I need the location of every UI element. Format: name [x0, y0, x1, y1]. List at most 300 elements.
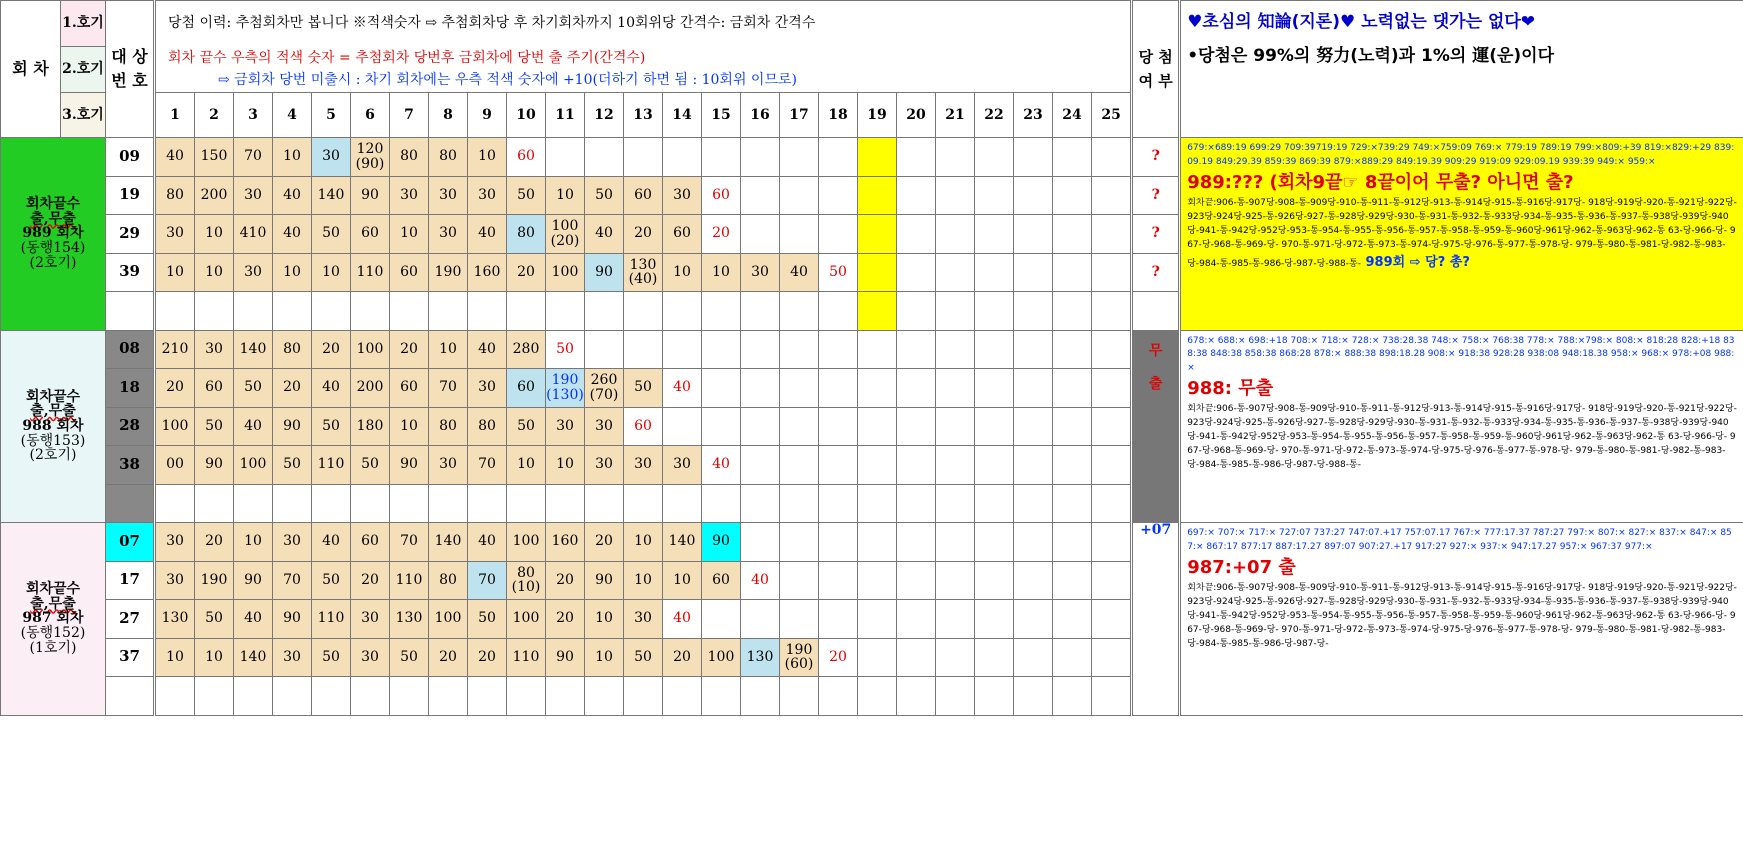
group-label-line: (1호기)	[29, 639, 77, 656]
data-cell: 190	[429, 253, 468, 292]
data-cell	[819, 215, 858, 254]
data-cell: 90	[585, 253, 624, 292]
data-cell	[1053, 484, 1092, 523]
result-header: 당 첨 여 부	[1133, 1, 1179, 138]
data-cell: 20	[273, 369, 312, 408]
data-cell	[156, 677, 195, 716]
data-cell	[1014, 446, 1053, 485]
group-label	[1, 138, 106, 331]
data-cell	[1053, 446, 1092, 485]
data-cell	[858, 253, 897, 292]
data-cell	[858, 677, 897, 716]
data-cell: 30	[546, 407, 585, 446]
round-verdict: 987:+07 출	[1187, 556, 1296, 578]
data-cell: 10	[546, 176, 585, 215]
data-cell	[351, 484, 390, 523]
data-cell	[819, 138, 858, 177]
data-cell: 90	[702, 523, 741, 562]
data-cell	[702, 369, 741, 408]
data-cell: 40	[468, 523, 507, 562]
data-cell	[1092, 446, 1131, 485]
data-cell	[741, 330, 780, 369]
data-cell	[507, 677, 546, 716]
data-cell: 30	[741, 253, 780, 292]
data-cell: 60	[624, 176, 663, 215]
data-cell: 10	[234, 523, 273, 562]
data-cell: 30	[273, 638, 312, 677]
data-cell	[936, 138, 975, 177]
data-cell: 10	[273, 253, 312, 292]
data-cell	[819, 446, 858, 485]
data-cell: 40	[468, 215, 507, 254]
data-cell: 30	[195, 330, 234, 369]
spacer	[1179, 600, 1181, 639]
column-header: 15	[702, 93, 741, 138]
data-cell	[663, 407, 702, 446]
data-cell	[1092, 292, 1131, 331]
column-header: 21	[936, 93, 975, 138]
data-cell: 280	[507, 330, 546, 369]
target-key: 18	[106, 369, 154, 408]
data-cell	[1092, 407, 1131, 446]
data-cell	[936, 446, 975, 485]
data-cell	[780, 561, 819, 600]
data-cell	[1092, 369, 1131, 408]
data-cell: 80	[273, 330, 312, 369]
data-cell: 40	[234, 600, 273, 639]
data-cell	[1014, 138, 1053, 177]
data-cell	[858, 523, 897, 562]
group-label-line: 989 회차	[22, 225, 84, 242]
spacer	[1179, 407, 1181, 446]
data-cell: 10	[585, 638, 624, 677]
column-header: 3	[234, 93, 273, 138]
data-cell	[585, 677, 624, 716]
tier1-label: 1.호기	[61, 1, 106, 47]
group-label-line: 회차끝수	[25, 196, 81, 213]
column-header: 25	[1092, 93, 1131, 138]
data-cell: 150	[195, 138, 234, 177]
data-cell: 10	[312, 253, 351, 292]
data-cell: 10	[507, 446, 546, 485]
data-cell	[936, 600, 975, 639]
data-cell	[585, 292, 624, 331]
spacer	[1131, 369, 1133, 408]
data-cell: 50	[312, 407, 351, 446]
column-header: 14	[663, 93, 702, 138]
data-cell	[390, 677, 429, 716]
data-cell	[468, 677, 507, 716]
data-cell	[819, 677, 858, 716]
data-cell: 10	[546, 446, 585, 485]
data-cell: 90	[273, 407, 312, 446]
group-label-line: (동행152)	[20, 625, 86, 642]
header-note-3-line: ⇨ 금회차 당번 미출시 : 차기 회차에는 우측 적색 숫자에 +10(더하기 하면 됨 : 10회위 이므로)	[218, 72, 797, 89]
data-cell: 90	[351, 176, 390, 215]
data-cell	[195, 677, 234, 716]
group-label-line: 회차끝수	[25, 388, 81, 405]
data-cell: 10	[195, 253, 234, 292]
data-cell: 80	[156, 176, 195, 215]
data-cell: 100	[429, 600, 468, 639]
data-cell: 60	[702, 561, 741, 600]
data-cell	[1092, 215, 1131, 254]
data-cell	[1092, 484, 1131, 523]
data-cell	[780, 138, 819, 177]
data-cell	[975, 330, 1014, 369]
data-cell: 200	[195, 176, 234, 215]
data-cell	[195, 292, 234, 331]
data-cell: 70	[234, 138, 273, 177]
spacer	[1179, 638, 1181, 677]
data-cell	[780, 330, 819, 369]
data-cell	[975, 446, 1014, 485]
data-cell: 30	[663, 446, 702, 485]
data-cell: 20	[351, 561, 390, 600]
history-notes	[1181, 330, 1743, 523]
data-cell: 130	[741, 638, 780, 677]
data-cell	[819, 600, 858, 639]
data-cell: 50	[585, 176, 624, 215]
column-header: 19	[858, 93, 897, 138]
data-cell	[741, 677, 780, 716]
data-cell: 30	[273, 523, 312, 562]
data-cell	[702, 407, 741, 446]
data-cell	[819, 369, 858, 408]
column-header: 2	[195, 93, 234, 138]
spacer	[1179, 292, 1181, 331]
motto-line-1: ♥초심의 知論(지론)♥ 노력없는 댓가는 없다❤	[1187, 12, 1536, 32]
target-key: 27	[106, 600, 154, 639]
data-cell: 50	[468, 600, 507, 639]
target-key: 09	[106, 138, 154, 177]
data-cell: 70	[468, 446, 507, 485]
data-cell: 50	[312, 561, 351, 600]
data-cell: 40	[780, 253, 819, 292]
data-cell	[975, 600, 1014, 639]
data-cell: 60	[624, 407, 663, 446]
data-cell: 20	[663, 638, 702, 677]
data-cell: 80	[429, 407, 468, 446]
data-cell: 60	[351, 523, 390, 562]
data-cell: 10	[273, 138, 312, 177]
column-header: 5	[312, 93, 351, 138]
data-cell: 50	[351, 446, 390, 485]
data-cell	[273, 484, 312, 523]
data-cell: 110	[312, 446, 351, 485]
data-cell	[702, 677, 741, 716]
data-cell	[936, 638, 975, 677]
header-note-2	[156, 47, 1131, 93]
column-header: 9	[468, 93, 507, 138]
tier2-label: 2.호기	[61, 47, 106, 93]
column-header: 7	[390, 93, 429, 138]
data-cell: 50	[546, 330, 585, 369]
data-cell: 100	[507, 600, 546, 639]
data-cell: 140	[312, 176, 351, 215]
data-cell: 20	[312, 330, 351, 369]
data-cell	[1014, 330, 1053, 369]
data-cell: 30	[429, 215, 468, 254]
data-cell: 60	[351, 215, 390, 254]
data-cell	[468, 292, 507, 331]
data-cell	[897, 253, 936, 292]
data-cell: 80 (10)	[507, 561, 546, 600]
data-cell: 40	[741, 561, 780, 600]
data-cell	[819, 561, 858, 600]
spacer	[1131, 561, 1133, 600]
spacer	[1179, 369, 1181, 408]
data-cell	[975, 253, 1014, 292]
data-cell	[234, 484, 273, 523]
data-cell: 90	[273, 600, 312, 639]
data-cell: 50	[312, 215, 351, 254]
data-cell	[1092, 253, 1131, 292]
data-cell: 10	[390, 407, 429, 446]
tier3-label: 3.호기	[61, 93, 106, 138]
data-cell	[936, 369, 975, 408]
target-key: 07	[106, 523, 154, 562]
target-key	[106, 292, 154, 331]
data-cell	[1092, 138, 1131, 177]
spacer	[1179, 215, 1181, 254]
data-cell	[780, 484, 819, 523]
data-cell: 140	[429, 523, 468, 562]
target-key	[106, 677, 154, 716]
header-note-1: 당첨 이력: 추첨회차만 봅니다 ※적색숫자 ⇨ 추첨회차당 후 차기회차까지 10회위당 간격수: 금회차 간격수	[156, 1, 1131, 47]
data-cell	[429, 484, 468, 523]
data-cell	[936, 253, 975, 292]
data-cell: 80	[429, 561, 468, 600]
data-cell: 90	[195, 446, 234, 485]
data-cell	[390, 484, 429, 523]
data-cell	[1053, 677, 1092, 716]
column-header: 12	[585, 93, 624, 138]
column-header: 1	[156, 93, 195, 138]
data-cell	[819, 484, 858, 523]
data-cell	[1092, 330, 1131, 369]
data-cell: 80	[390, 138, 429, 177]
column-header: 16	[741, 93, 780, 138]
data-cell: 50	[624, 638, 663, 677]
data-cell: 30	[156, 561, 195, 600]
history-summary: 679:×689:19 699:29 709:39719:19 729:×739:29 749:×759:09 769:× 779:19 789:19 799:×809:+39 819:×829:+29 839:09.19 849:29.39 859:39 869:39 879:×889:29 849:19.39 909:29 919:09 929:09.19 939:39 949:× 959:×	[1187, 143, 1735, 167]
data-cell: 70	[429, 369, 468, 408]
group-label	[1, 523, 106, 716]
data-cell	[351, 677, 390, 716]
group-label-line: (동행154)	[20, 240, 86, 257]
data-cell	[1053, 253, 1092, 292]
data-cell: 30	[585, 446, 624, 485]
data-cell	[741, 138, 780, 177]
data-cell	[1014, 253, 1053, 292]
target-key: 17	[106, 561, 154, 600]
data-cell	[897, 561, 936, 600]
data-cell: 20	[429, 638, 468, 677]
data-cell	[780, 407, 819, 446]
data-cell: 30	[156, 215, 195, 254]
data-cell	[936, 677, 975, 716]
data-cell	[975, 484, 1014, 523]
data-cell	[897, 215, 936, 254]
column-header: 11	[546, 93, 585, 138]
data-cell: 20	[156, 369, 195, 408]
data-cell: 20	[546, 600, 585, 639]
history-summary: 678:× 688:× 698:+18 708:× 718:× 728:× 738:28.38 748:× 758:× 768:38 778:× 788:×798:× 808:× 818:28 828:+18 838:38 848:38 858:38 868:28 878:× 888:38 898:18.28 908:× 918:38 928:28 938:08 948:18.38 958:× 968:× 978:+08 988:×	[1187, 335, 1735, 374]
data-cell	[975, 138, 1014, 177]
data-cell: 90	[234, 561, 273, 600]
data-cell: 10	[663, 253, 702, 292]
data-cell	[741, 600, 780, 639]
data-cell	[897, 369, 936, 408]
data-cell	[429, 677, 468, 716]
group-label-line: (2호기)	[29, 254, 77, 271]
data-cell	[897, 638, 936, 677]
data-cell	[663, 677, 702, 716]
data-cell	[624, 292, 663, 331]
column-header: 23	[1014, 93, 1053, 138]
data-cell: 30	[351, 638, 390, 677]
data-cell: 30	[429, 176, 468, 215]
column-header: 6	[351, 93, 390, 138]
data-cell	[741, 523, 780, 562]
data-cell: 20	[195, 523, 234, 562]
data-cell	[156, 292, 195, 331]
data-cell: 260 (70)	[585, 369, 624, 408]
data-cell	[936, 407, 975, 446]
data-cell	[741, 407, 780, 446]
data-cell	[780, 292, 819, 331]
data-cell	[741, 446, 780, 485]
data-cell	[312, 484, 351, 523]
data-cell	[975, 561, 1014, 600]
data-cell	[234, 677, 273, 716]
group-label-line: 출,무출	[30, 210, 76, 227]
data-cell: 30	[468, 176, 507, 215]
round-verdict: 989:??? (회차9끝☞ 8끝이어 무출? 아니면 출?	[1187, 171, 1574, 193]
data-cell	[936, 523, 975, 562]
data-cell	[819, 330, 858, 369]
data-cell	[819, 523, 858, 562]
data-cell: 160	[546, 523, 585, 562]
data-cell	[780, 600, 819, 639]
data-cell: 140	[234, 330, 273, 369]
data-cell	[858, 330, 897, 369]
data-cell	[663, 138, 702, 177]
data-cell: 210	[156, 330, 195, 369]
data-cell: 20	[819, 638, 858, 677]
column-header: 22	[975, 93, 1014, 138]
data-cell	[1053, 407, 1092, 446]
data-cell: 200	[351, 369, 390, 408]
data-cell	[780, 446, 819, 485]
data-cell: 160	[468, 253, 507, 292]
motto-box	[1181, 1, 1743, 138]
data-cell	[897, 407, 936, 446]
data-cell: 60	[663, 215, 702, 254]
data-cell: 40	[663, 369, 702, 408]
data-cell: 30	[234, 253, 273, 292]
data-cell: 40	[468, 330, 507, 369]
data-cell	[273, 677, 312, 716]
result-status: ?	[1133, 138, 1179, 177]
data-cell: 110	[507, 638, 546, 677]
data-cell	[975, 215, 1014, 254]
data-cell	[156, 484, 195, 523]
data-cell: 60	[507, 369, 546, 408]
target-key: 08	[106, 330, 154, 369]
data-cell	[1014, 600, 1053, 639]
data-cell: 100	[351, 330, 390, 369]
data-cell: 10	[585, 600, 624, 639]
data-cell	[546, 677, 585, 716]
data-cell	[858, 638, 897, 677]
round-history: 회차끝:906-통-907당-908-통-909당-910-통-911-통-912당-913-통-914당-915-통-916당-917당- 918당-919당-920-통-921당-922당-923당-924당-925-통-926당-927-통-928당-929당-930-통-931-통-932-통-933당-934-통-935-통-936-통-937-통-938당-939당-940당-941-통-942당-952당-953-통-954-통-955-통-956-통-957-통-958-통-959-통-960당-961당-962-통-963당-962-통 63-당-966-당- 967-당-968-통-969-당- 970-통-971-당-972-통-973-통-974-당-975-당-976-통-977-통-978-당- 979-통-980-통-981-당-982-통-983-당-984-통-985-통-986-당-987-당-988-통-	[1187, 404, 1737, 470]
round-header: 회 차	[1, 1, 61, 138]
data-cell: 60	[507, 138, 546, 177]
data-cell	[702, 292, 741, 331]
data-cell	[858, 292, 897, 331]
data-cell	[936, 330, 975, 369]
target-key: 39	[106, 253, 154, 292]
data-cell: 90	[546, 638, 585, 677]
data-cell	[663, 484, 702, 523]
data-cell	[897, 600, 936, 639]
data-cell: 140	[663, 523, 702, 562]
data-cell	[1092, 638, 1131, 677]
data-cell	[585, 330, 624, 369]
data-cell: 10	[624, 523, 663, 562]
data-cell: 90	[585, 561, 624, 600]
data-cell	[1053, 215, 1092, 254]
data-cell	[897, 523, 936, 562]
data-cell	[1053, 176, 1092, 215]
spacer	[1179, 253, 1181, 292]
data-cell: 100	[702, 638, 741, 677]
spacer	[1131, 600, 1133, 639]
data-cell: 100	[507, 523, 546, 562]
data-cell: 30	[624, 446, 663, 485]
data-cell: 30	[429, 446, 468, 485]
data-cell: 20	[546, 561, 585, 600]
data-cell: 30	[156, 523, 195, 562]
data-cell: 60	[390, 369, 429, 408]
target-key: 38	[106, 446, 154, 485]
data-cell	[1014, 638, 1053, 677]
data-cell: 20	[585, 523, 624, 562]
column-header: 17	[780, 93, 819, 138]
data-cell: 40	[234, 407, 273, 446]
data-cell	[858, 446, 897, 485]
data-cell	[585, 484, 624, 523]
data-cell	[312, 677, 351, 716]
round-question: 989회 ⇨ 당? 총?	[1360, 254, 1470, 270]
data-cell: 10	[663, 561, 702, 600]
data-cell	[1092, 523, 1131, 562]
data-cell	[897, 484, 936, 523]
data-cell: 70	[390, 523, 429, 562]
data-cell: 10	[468, 138, 507, 177]
spacer	[1179, 446, 1181, 485]
data-cell: 40	[273, 176, 312, 215]
data-cell	[546, 292, 585, 331]
data-cell: 10	[156, 253, 195, 292]
data-cell	[858, 407, 897, 446]
data-cell	[741, 369, 780, 408]
data-cell	[507, 292, 546, 331]
target-number-header: 대 상 번 호	[106, 1, 154, 138]
data-cell: 10	[702, 253, 741, 292]
